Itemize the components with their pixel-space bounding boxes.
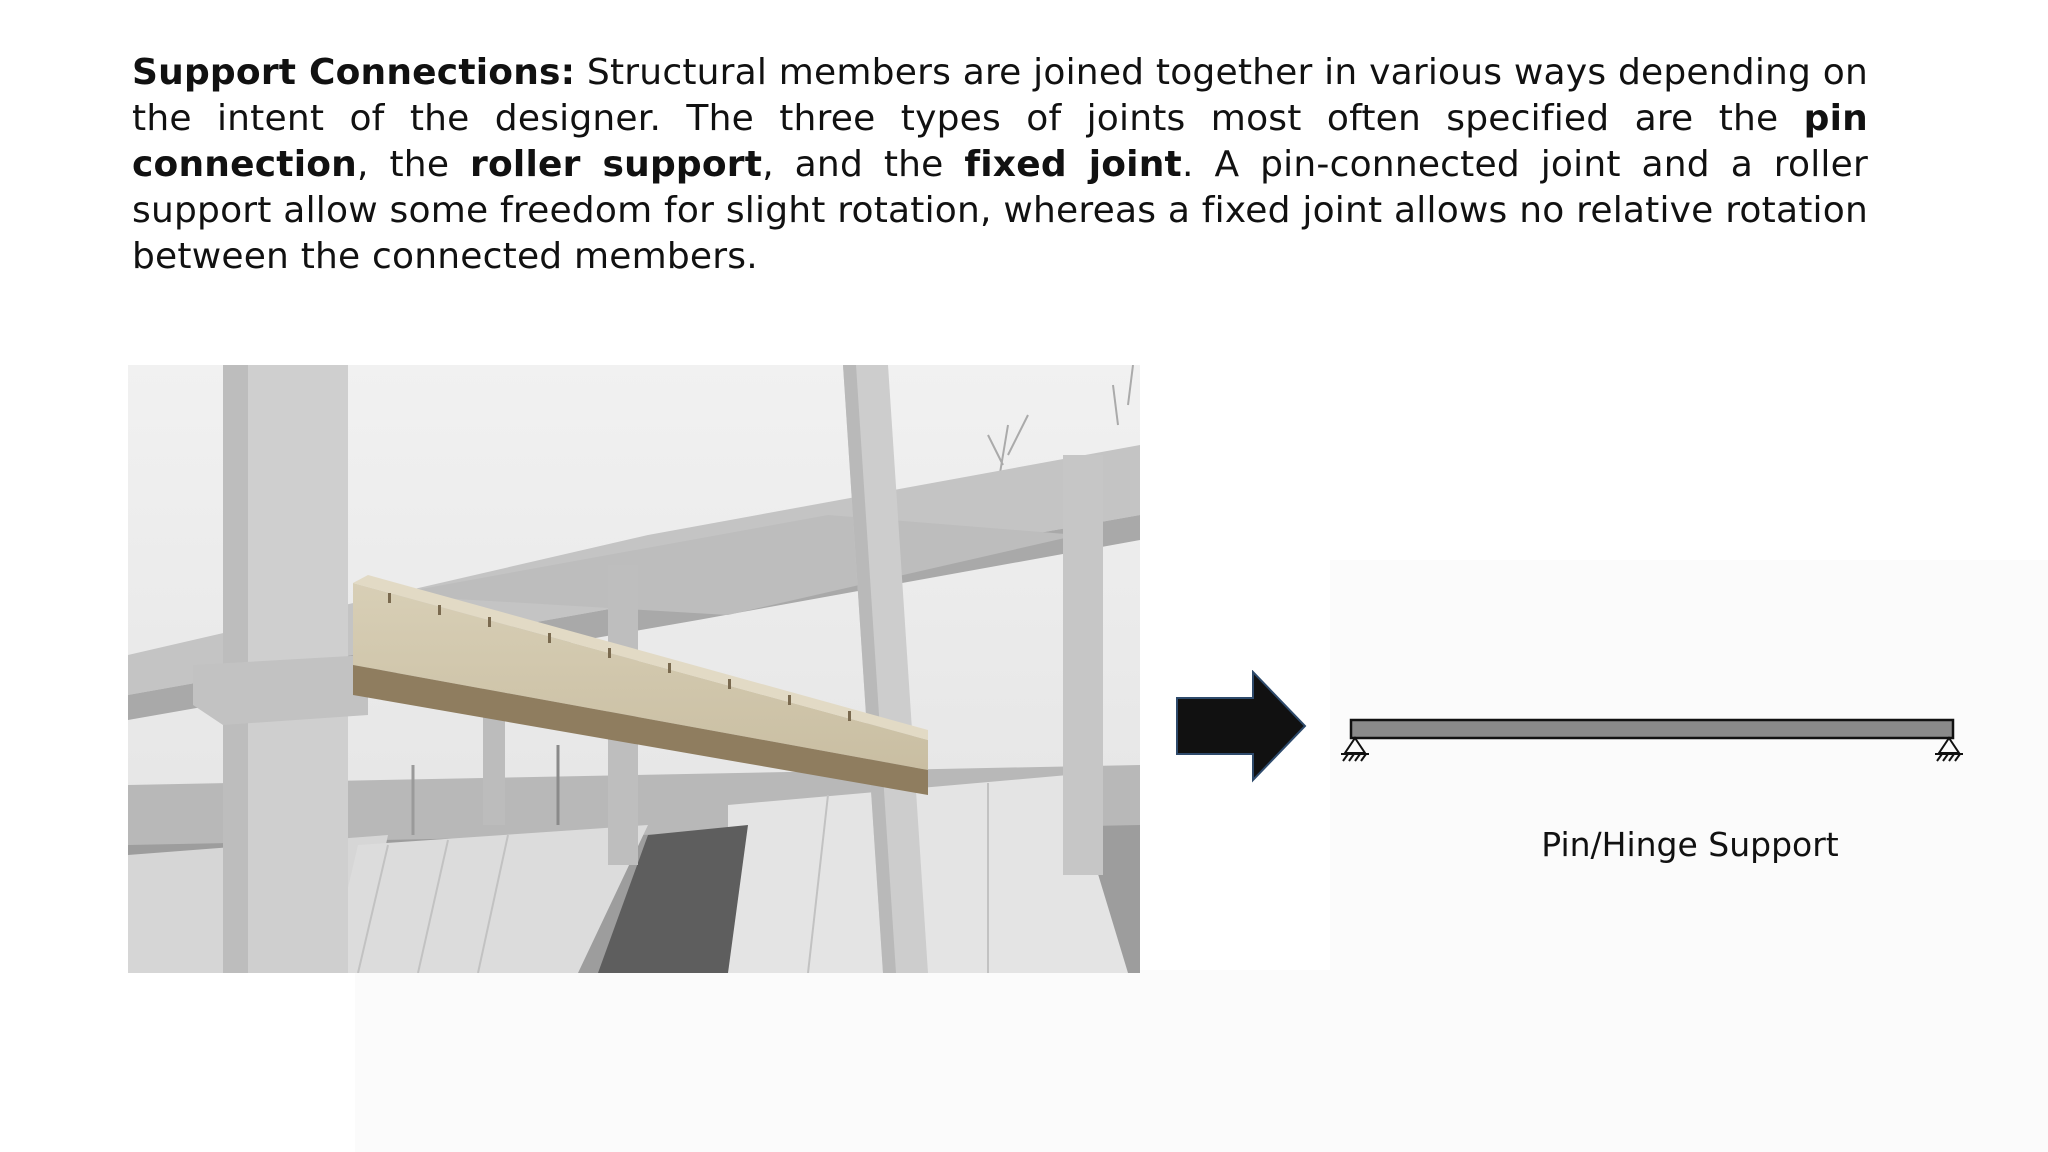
right-arrow-icon (1175, 670, 1310, 785)
intro-paragraph (132, 50, 1868, 280)
paragraph-lead-bold: Support Connections: (132, 52, 576, 93)
paragraph-text: . A pin-connected joint and a roller support allow some freedom for slight rotation, whereas a fixed joint allows no relative rotation between the connected members. (132, 144, 1868, 277)
pin-support-icon (1935, 738, 1963, 761)
term-pin-connection: pin connection (132, 98, 1868, 185)
diagram-caption: Pin/Hinge Support (1541, 825, 1839, 864)
pin-support-icon (1341, 738, 1369, 761)
paragraph-text: , the (357, 144, 471, 185)
slide-background-panel (355, 970, 2048, 1152)
paragraph-text: , and the (762, 144, 965, 185)
paragraph-text: Structural members are joined together in various ways depending on the intent of the designer. The three types of joints most often specified are the (132, 52, 1868, 139)
term-fixed-joint: fixed joint (964, 144, 1182, 185)
construction-photo (128, 365, 1140, 973)
term-roller-support: roller support (470, 144, 763, 185)
beam (1351, 720, 1953, 738)
pin-support-beam-diagram (1335, 705, 1975, 775)
